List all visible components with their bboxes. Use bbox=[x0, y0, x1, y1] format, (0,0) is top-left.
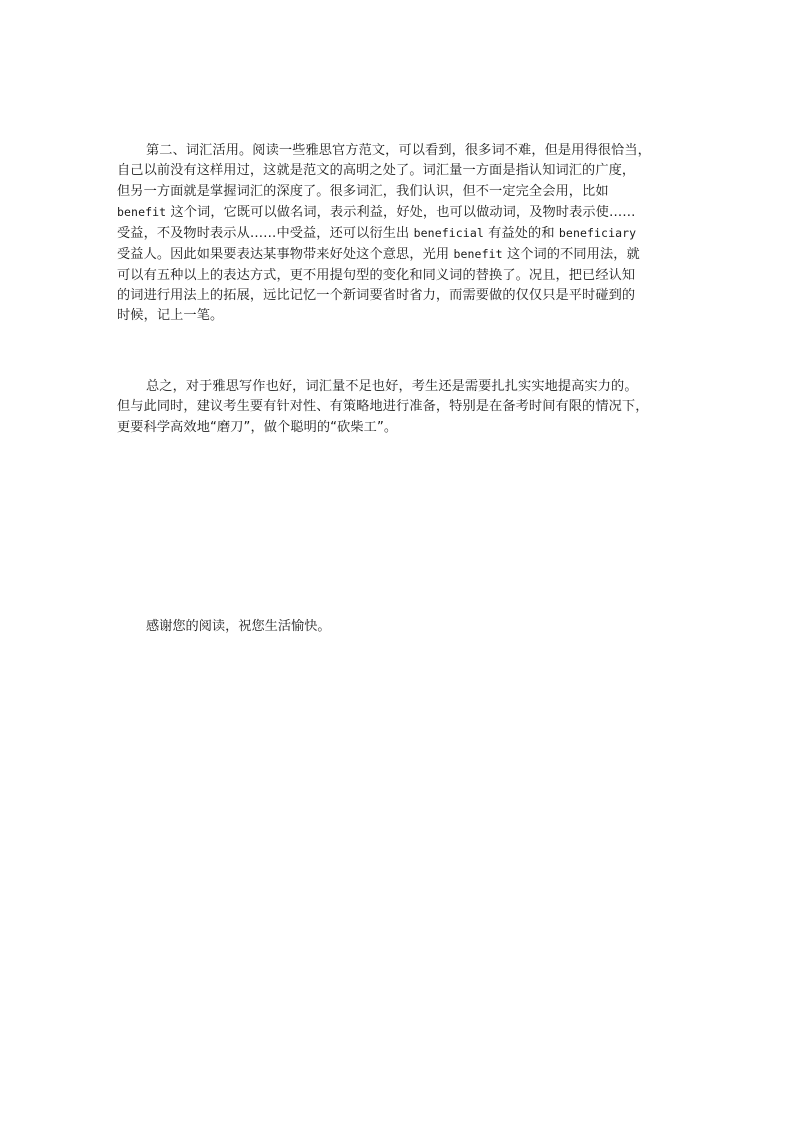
paragraph-line: 自己以前没有这样用过，这就是范文的高明之处了。词汇量一方面是指认知词汇的广度， bbox=[117, 163, 636, 179]
paragraph-line: 受益，不及物时表示从……中受益，还可以衍生出 beneficial 有益处的和 beneficiary bbox=[117, 226, 637, 242]
paragraph-line: 第二、词汇活用。阅读一些雅思官方范文，可以看到，很多词不难，但是用得很恰当， bbox=[146, 143, 651, 158]
paragraph-line: 总之，对于雅思写作也好，词汇量不足也好，考生还是需要扎扎实实地提高实力的。 bbox=[146, 379, 638, 394]
paragraph-line: benefit 这个词，它既可以做名词，表示利益，好处，也可以做动词，及物时表示使…… bbox=[117, 204, 636, 220]
paragraph-conclusion bbox=[117, 377, 697, 438]
paragraph-line: 的词进行用法上的拓展，远比记忆一个新词要省时省力，而需要做的仅仅只是平时碰到的 bbox=[117, 288, 636, 304]
closing-remark: 感谢您的阅读，祝您生活愉快。 bbox=[146, 619, 331, 634]
paragraph-line: 但与此同时，建议考生要有针对性、有策略地进行准备，特别是在备考时间有限的情况下， bbox=[117, 399, 649, 415]
paragraph-vocabulary-usage bbox=[117, 141, 697, 327]
paragraph-line: 更要科学高效地“磨刀”，做个聪明的“砍柴工”。 bbox=[117, 419, 398, 435]
paragraph-line: 受益人。因此如果要表达某事物带来好处这个意思，光用 benefit 这个词的不同用法，就 bbox=[117, 247, 640, 263]
paragraph-line: 可以有五种以上的表达方式，更不用提句型的变化和同义词的替换了。况且，把已经认知 bbox=[117, 267, 636, 283]
paragraph-line: 时候，记上一笔。 bbox=[117, 308, 224, 324]
paragraph-line: 但另一方面就是掌握词汇的深度了。很多词汇，我们认识，但不一定完全会用，比如 bbox=[117, 183, 609, 199]
